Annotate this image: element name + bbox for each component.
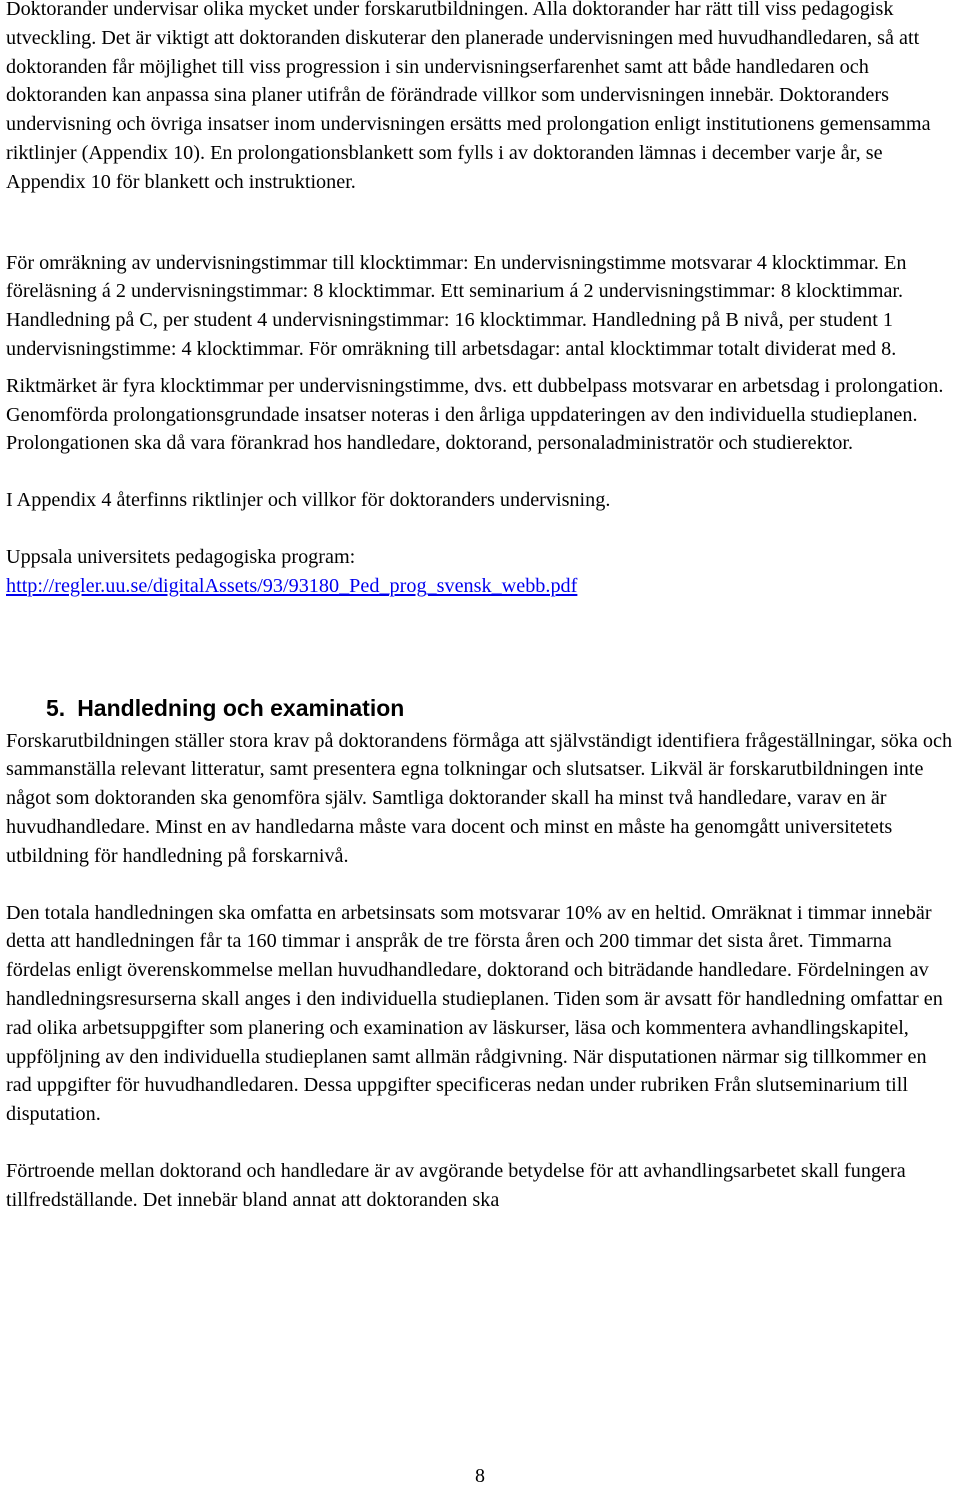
paragraph-hour-conversion: För omräkning av undervisningstimmar till klocktimmar: En undervisningstimme motsvarar 4 klocktimmar. En föreläsning á 2 undervisningstimmar: 8 klocktimmar. Ett seminarium á 2 undervisningstimmar: 8 klocktimmar. Handledning på C, per student 4 undervisningstimmar: 16 klocktimmar. Handledning på B nivå, per student 1 undervisningstimme: 4 klocktimmar. För omräkning till arbetsdagar: antal klocktimmar totalt dividerat med 8. (6, 251, 907, 360)
document-page (6, 0, 956, 1215)
section-number: 5. (46, 694, 66, 721)
paragraph-trust: Förtroende mellan doktorand och handledare är av avgörande betydelse för att avhandlingsarbetet skall fungera tillfredställande. Det innebär bland annat att doktoranden ska (6, 1159, 906, 1211)
section-title: Handledning och examination (77, 694, 405, 721)
paragraph-supervision-requirements: Forskarutbildningen ställer stora krav på doktorandens förmåga att självständigt identifiera frågeställningar, söka och sammanställa relevant litteratur, samt presentera egna tolkningar och slutsatser. Likväl är forskarutbildningen inte något som doktoranden ska genomföra själv. Samtliga doktorander skall ha minst två handledare, varav en är huvudhandledare. Minst en av handledarna måste vara docent och minst en måste ha genomgått universitetets utbildning för handledning på forskarnivå. (6, 729, 953, 867)
page-number: 8 (475, 1465, 485, 1487)
pedagogic-program-label: Uppsala universitets pedagogiska program: (6, 545, 356, 568)
paragraph-pedagogic-program (6, 543, 956, 601)
paragraph-benchmark: Riktmärket är fyra klocktimmar per undervisningstimme, dvs. ett dubbelpass motsvarar en arbetsdag i prolongation. Genomförda prolongationsgrundade insatser noteras i den årliga uppdateringen av den individuella studieplanen. Prolongationen ska då vara förankrad hos handledare, doktorand, personaladministratör och studierektor. (6, 374, 944, 455)
pedagogic-program-link[interactable]: http://regler.uu.se/digitalAssets/93/93180_Ped_prog_svensk_webb.pdf (6, 574, 578, 597)
paragraph-appendix-4: I Appendix 4 återfinns riktlinjer och villkor för doktoranders undervisning. (6, 489, 611, 512)
paragraph-teaching: Doktorander undervisar olika mycket under forskarutbildningen. Alla doktorander har rätt till viss pedagogisk utveckling. Det är viktigt att doktoranden diskuterar den planerade undervisningen med huvudhandledaren, så att doktoranden får möjlighet till viss progression i sin undervisningserfarenhet samt att både handledaren och doktoranden kan anpassa sina planer utifrån de förändrade villkor som undervisningen innebär. Doktoranders undervisning och övriga insatser inom undervisningen ersätts med prolongation enligt institutionens gemensamma riktlinjer (Appendix 10). En prolongationsblankett som fylls i av doktoranden lämnas i december varje år, se Appendix 10 för blankett och instruktioner. (6, 0, 931, 193)
paragraph-supervision-hours: Den totala handledningen ska omfatta en arbetsinsats som motsvarar 10% av en heltid. Omräknat i timmar innebär detta att handledningen får ta 160 timmar i anspråk de tre första åren och 200 timmar det sista året. Timmarna fördelas enligt överenskommelse mellan huvudhandledare, doktorand och biträdande handledare. Fördelningen av handledningsresurserna skall anges i den individuella studieplanen. Tiden som är avsatt för handledning omfattar en rad olika arbetsuppgifter som planering och examination av läskurser, läsa och kommentera avhandlingskapitel, uppföljning av den individuella studieplanen samt allmän rådgivning. När disputationen närmar sig tillkommer en rad uppgifter för huvudhandledaren. Dessa uppgifter specificeras nedan under rubriken Från slutseminarium till disputation. (6, 901, 943, 1126)
section-heading (46, 693, 956, 723)
